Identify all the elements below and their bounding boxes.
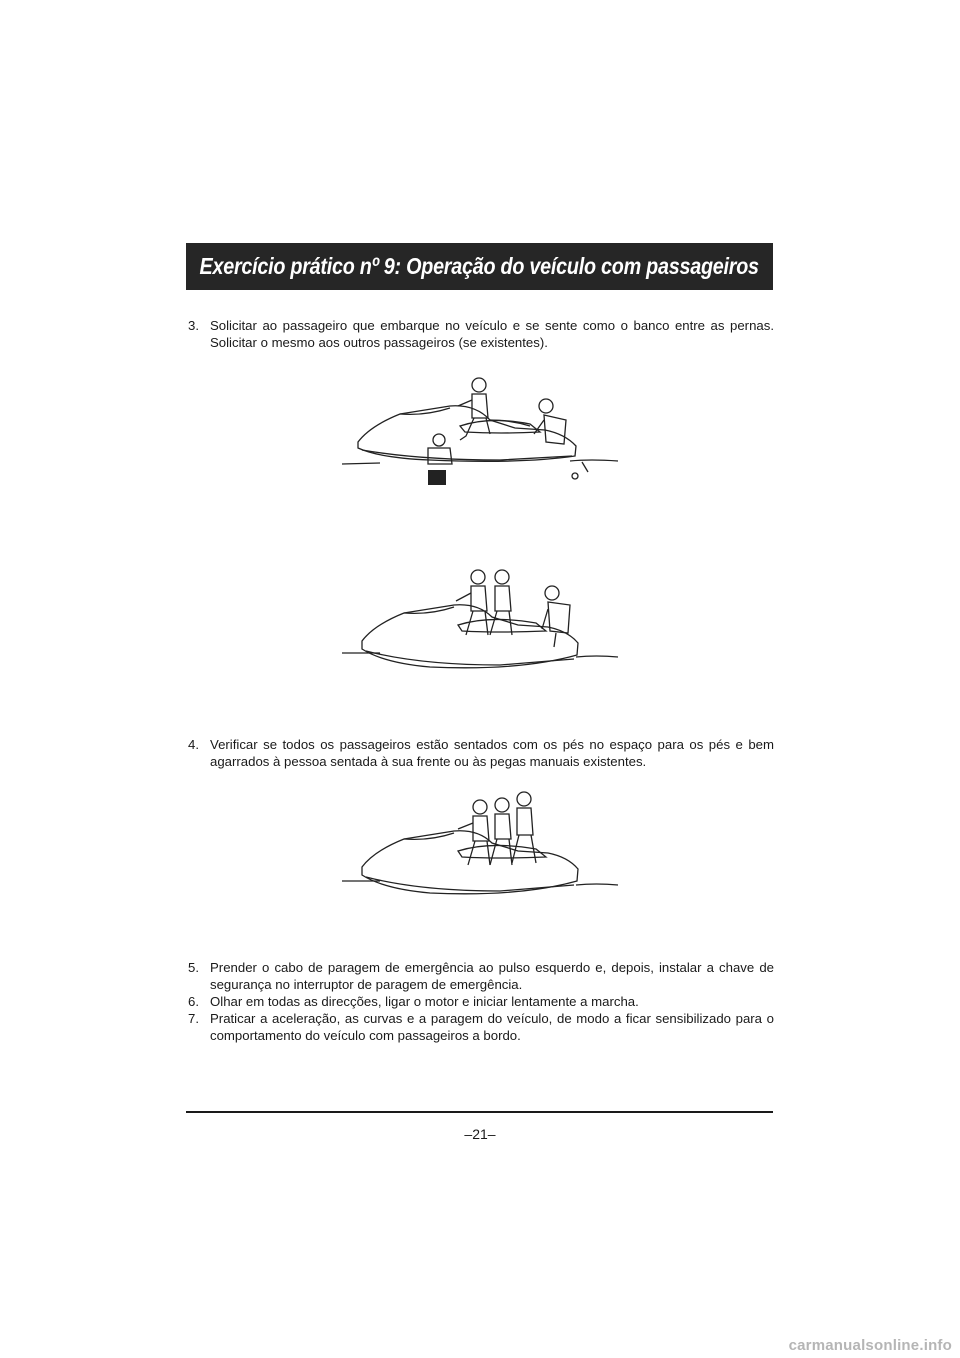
step-text: Prender o cabo de paragem de emergência ao pulso esquerdo e, depois, instalar a chave de segurança no interruptor de paragem de emergência. — [210, 960, 774, 992]
page-number: –21– — [464, 1126, 496, 1142]
step-text: Solicitar ao passageiro que embarque no veículo e se sente como o banco entre as pernas. Solicitar o mesmo aos outros passageiros (se existentes). — [210, 318, 774, 350]
step-number: 5. — [188, 960, 199, 975]
step-3 — [188, 317, 774, 351]
footer-divider — [186, 1111, 773, 1113]
step-text: Praticar a aceleração, as curvas e a paragem do veículo, de modo a ficar sensibilizado para o comportamento do veículo com passageiros a bordo. — [210, 1011, 774, 1043]
step-number: 3. — [188, 318, 199, 333]
step-number: 4. — [188, 737, 199, 752]
step-6 — [188, 993, 774, 1010]
step-text: Olhar em todas as direcções, ligar o motor e iniciar lentamente a marcha. — [210, 994, 639, 1009]
page-header — [186, 243, 773, 290]
watermark: carmanualsonline.info — [788, 1337, 952, 1354]
step-text: Verificar se todos os passageiros estão sentados com os pés no espaço para os pés e bem agarrados à pessoa sentada à sua frente ou às pegas manuais existentes. — [210, 737, 774, 769]
step-7 — [188, 1010, 774, 1044]
illustration-boarding-from-rear — [340, 565, 622, 683]
step-4 — [188, 736, 774, 770]
step-number: 7. — [188, 1011, 199, 1026]
step-5 — [188, 959, 774, 993]
page-title: Exercício prático nº 9: Operação do veículo com passageiros — [199, 253, 760, 279]
illustration-three-riders-seated — [340, 787, 622, 905]
step-number: 6. — [188, 994, 199, 1009]
illustration-boarding-from-water — [340, 368, 622, 486]
